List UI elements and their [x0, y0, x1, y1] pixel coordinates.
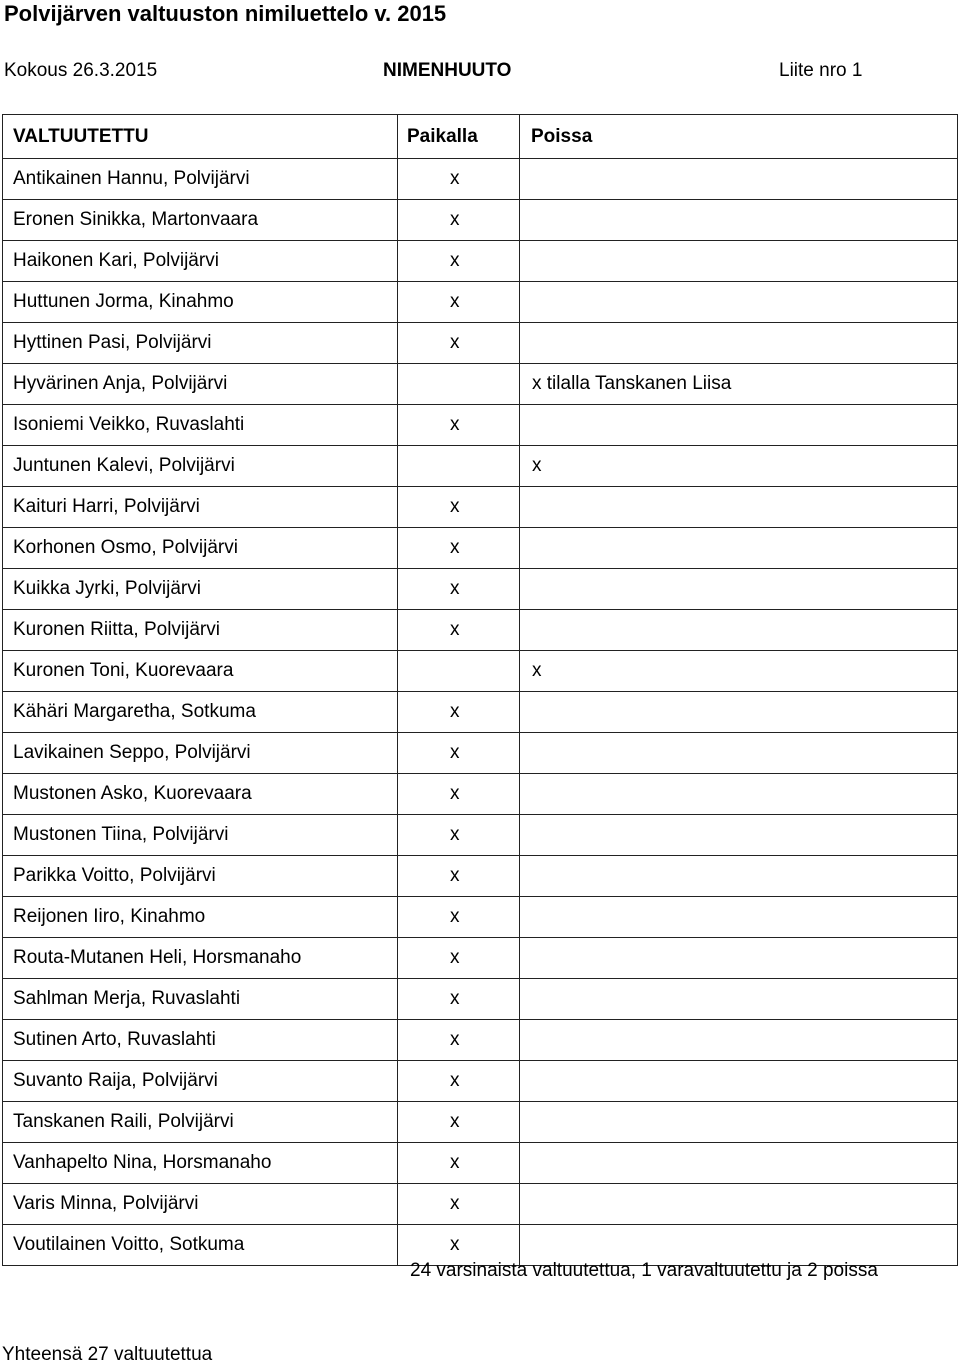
- present-mark-cell: x: [398, 815, 520, 856]
- table-row: [3, 282, 958, 323]
- councillor-name-cell: Varis Minna, Polvijärvi: [3, 1184, 398, 1225]
- present-mark-cell: x: [398, 979, 520, 1020]
- present-mark-cell: x: [398, 323, 520, 364]
- table-row: [3, 774, 958, 815]
- councillor-name-cell: Kaituri Harri, Polvijärvi: [3, 487, 398, 528]
- table-row: [3, 487, 958, 528]
- table-row: [3, 815, 958, 856]
- table-row: [3, 938, 958, 979]
- councillor-name-cell: Reijonen Iiro, Kinahmo: [3, 897, 398, 938]
- present-mark-cell: x: [398, 159, 520, 200]
- table-row: [3, 569, 958, 610]
- table-row: [3, 610, 958, 651]
- councillor-name-cell: Mustonen Asko, Kuorevaara: [3, 774, 398, 815]
- table-row: [3, 446, 958, 487]
- present-mark-cell: x: [398, 1143, 520, 1184]
- table-row: [3, 1143, 958, 1184]
- absent-mark-cell: [520, 733, 958, 774]
- absent-mark-cell: [520, 1061, 958, 1102]
- present-mark-cell: [398, 651, 520, 692]
- absent-mark-cell: [520, 897, 958, 938]
- absent-mark-cell: [520, 487, 958, 528]
- present-mark-cell: x: [398, 856, 520, 897]
- councillor-name-cell: Isoniemi Veikko, Ruvaslahti: [3, 405, 398, 446]
- table-row: [3, 323, 958, 364]
- table-header-row: [3, 115, 958, 159]
- present-mark-cell: x: [398, 528, 520, 569]
- present-mark-cell: x: [398, 610, 520, 651]
- councillor-name-cell: Korhonen Osmo, Polvijärvi: [3, 528, 398, 569]
- councillor-name-cell: Antikainen Hannu, Polvijärvi: [3, 159, 398, 200]
- absent-mark-cell: [520, 815, 958, 856]
- councillor-name-cell: Tanskanen Raili, Polvijärvi: [3, 1102, 398, 1143]
- table-row: [3, 1102, 958, 1143]
- councillor-name-cell: Kuronen Riitta, Polvijärvi: [3, 610, 398, 651]
- present-mark-cell: x: [398, 897, 520, 938]
- councillor-name-cell: Lavikainen Seppo, Polvijärvi: [3, 733, 398, 774]
- absent-mark-cell: [520, 1102, 958, 1143]
- councillor-name-cell: Suvanto Raija, Polvijärvi: [3, 1061, 398, 1102]
- present-mark-cell: x: [398, 241, 520, 282]
- table-row: [3, 405, 958, 446]
- present-mark-cell: x: [398, 1184, 520, 1225]
- table-row: [3, 241, 958, 282]
- councillor-name-cell: Eronen Sinikka, Martonvaara: [3, 200, 398, 241]
- table-row: [3, 692, 958, 733]
- councillor-name-cell: Kuronen Toni, Kuorevaara: [3, 651, 398, 692]
- councillor-name-cell: Kuikka Jyrki, Polvijärvi: [3, 569, 398, 610]
- absent-mark-cell: [520, 241, 958, 282]
- councillor-name-cell: Sutinen Arto, Ruvaslahti: [3, 1020, 398, 1061]
- present-mark-cell: x: [398, 282, 520, 323]
- absent-mark-cell: [520, 1143, 958, 1184]
- absent-mark-cell: [520, 774, 958, 815]
- appendix-number: Liite nro 1: [779, 60, 863, 81]
- absent-mark-cell: [520, 1020, 958, 1061]
- absent-mark-cell: [520, 528, 958, 569]
- absent-mark-cell: [520, 979, 958, 1020]
- column-header-present: Paikalla: [398, 115, 520, 159]
- absent-mark-cell: [520, 159, 958, 200]
- table-row: [3, 856, 958, 897]
- councillor-name-cell: Huttunen Jorma, Kinahmo: [3, 282, 398, 323]
- table-row: [3, 733, 958, 774]
- document-title: Polvijärven valtuuston nimiluettelo v. 2015: [4, 1, 447, 26]
- councillor-name-cell: Routa-Mutanen Heli, Horsmanaho: [3, 938, 398, 979]
- absent-mark-cell: [520, 323, 958, 364]
- councillor-name-cell: Haikonen Kari, Polvijärvi: [3, 241, 398, 282]
- councillor-name-cell: Kähäri Margaretha, Sotkuma: [3, 692, 398, 733]
- absent-mark-cell: [520, 200, 958, 241]
- present-mark-cell: x: [398, 405, 520, 446]
- table-row: [3, 979, 958, 1020]
- absent-mark-cell: [520, 856, 958, 897]
- absent-mark-cell: [520, 610, 958, 651]
- councillor-name-cell: Voutilainen Voitto, Sotkuma: [3, 1225, 398, 1266]
- absent-mark-cell: x: [520, 446, 958, 487]
- councillor-name-cell: Parikka Voitto, Polvijärvi: [3, 856, 398, 897]
- meeting-date: Kokous 26.3.2015: [4, 60, 158, 81]
- absent-mark-cell: [520, 405, 958, 446]
- councillor-name-cell: Hyvärinen Anja, Polvijärvi: [3, 364, 398, 405]
- roll-call-heading: NIMENHUUTO: [383, 60, 512, 81]
- present-mark-cell: x: [398, 487, 520, 528]
- present-mark-cell: x: [398, 1102, 520, 1143]
- present-mark-cell: [398, 364, 520, 405]
- councillor-name-cell: Hyttinen Pasi, Polvijärvi: [3, 323, 398, 364]
- councillor-name-cell: Juntunen Kalevi, Polvijärvi: [3, 446, 398, 487]
- present-mark-cell: x: [398, 1020, 520, 1061]
- absent-mark-cell: [520, 282, 958, 323]
- councillor-name-cell: Vanhapelto Nina, Horsmanaho: [3, 1143, 398, 1184]
- absent-mark-cell: [520, 569, 958, 610]
- table-row: [3, 200, 958, 241]
- present-mark-cell: x: [398, 569, 520, 610]
- table-row: [3, 897, 958, 938]
- councillor-name-cell: Mustonen Tiina, Polvijärvi: [3, 815, 398, 856]
- present-mark-cell: x: [398, 1061, 520, 1102]
- present-mark-cell: x: [398, 200, 520, 241]
- table-body: [3, 159, 958, 1266]
- absent-mark-cell: [520, 692, 958, 733]
- present-mark-cell: x: [398, 692, 520, 733]
- attendance-summary: 24 varsinaista valtuutettua, 1 varavaltuutettu ja 2 poissa: [410, 1260, 878, 1281]
- table-row: [3, 159, 958, 200]
- absent-mark-cell: [520, 938, 958, 979]
- table-row: [3, 1020, 958, 1061]
- table-row: [3, 364, 958, 405]
- present-mark-cell: x: [398, 733, 520, 774]
- present-mark-cell: x: [398, 1225, 520, 1266]
- roll-call-table: [2, 114, 958, 1266]
- column-header-name: VALTUUTETTU: [3, 115, 398, 159]
- table-row: [3, 651, 958, 692]
- absent-mark-cell: x tilalla Tanskanen Liisa: [520, 364, 958, 405]
- absent-mark-cell: x: [520, 651, 958, 692]
- table-row: [3, 1184, 958, 1225]
- present-mark-cell: x: [398, 938, 520, 979]
- present-mark-cell: x: [398, 774, 520, 815]
- table-row: [3, 1061, 958, 1102]
- column-header-absent: Poissa: [520, 115, 958, 159]
- total-count: Yhteensä 27 valtuutettua: [2, 1344, 213, 1365]
- councillor-name-cell: Sahlman Merja, Ruvaslahti: [3, 979, 398, 1020]
- table-row: [3, 528, 958, 569]
- absent-mark-cell: [520, 1184, 958, 1225]
- present-mark-cell: [398, 446, 520, 487]
